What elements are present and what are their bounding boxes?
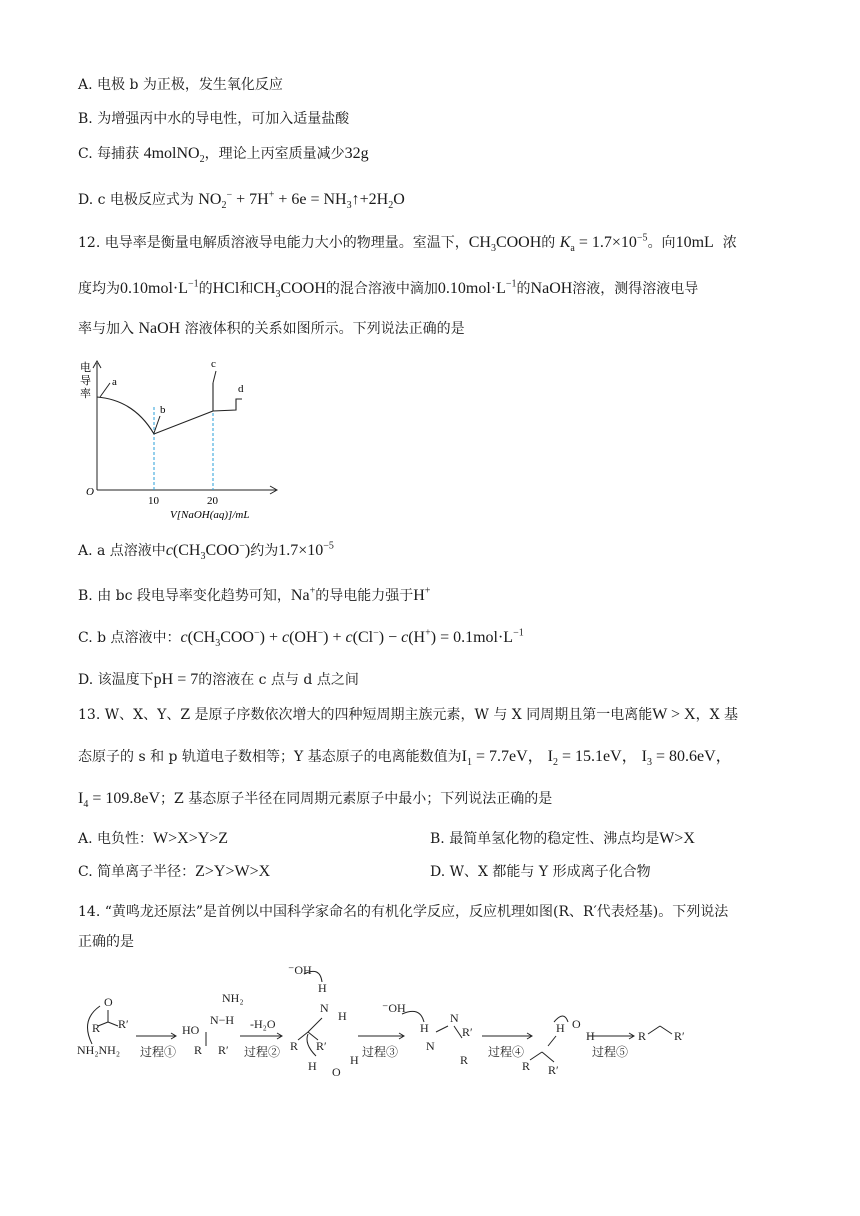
- chart-ylabel-2: 导: [80, 375, 91, 387]
- step-dehydrate: -H₂O: [250, 1017, 276, 1031]
- conductivity-curve: [97, 383, 242, 434]
- svg-text:NH₂: NH₂: [222, 991, 244, 1005]
- leader-a: [100, 383, 110, 397]
- svg-text:H: H: [420, 1021, 429, 1035]
- svg-text:N: N: [426, 1039, 435, 1053]
- svg-text:HO: HO: [182, 1023, 200, 1037]
- svg-text:R′: R′: [316, 1039, 327, 1053]
- q11-option-a: A. 电极 b 为正极，发生氧化反应: [78, 77, 283, 93]
- svg-text:R: R: [290, 1039, 299, 1053]
- svg-text:R: R: [460, 1053, 469, 1067]
- q13-option-c: C. 简单离子半径：Z>Y>W>X: [78, 863, 271, 880]
- q13-stem-line2: 态原子的 s 和 p 轨道电子数相等；Y 基态原子的电离能数值为$I_1 = 7.7eV$， $I_2 = 15.1eV$， $I_3 = 80.6eV$，: [78, 748, 732, 769]
- step-2: 过程②: [244, 1045, 281, 1059]
- q11-option-d: D. c 电极反应式为 $NO_2^- + 7H^+ + 6e$ = $NH_3↑+2H_2O$: [78, 189, 405, 212]
- svg-text:NH₂NH₂: NH₂NH₂: [77, 1043, 121, 1057]
- x-tick-10: 10: [148, 495, 159, 507]
- step-1: 过程①: [140, 1045, 177, 1059]
- step-4: 过程④: [488, 1045, 525, 1059]
- point-a: a: [112, 376, 117, 388]
- svg-text:⁻OH: ⁻OH: [382, 1001, 406, 1015]
- leader-c: [213, 371, 216, 383]
- step-3: 过程③: [362, 1045, 399, 1059]
- svg-text:H: H: [556, 1021, 565, 1035]
- q12-stem-line1: 12. 电导率是衡量电解质溶液导电能力大小的物理量。室温下，$CH_3COOH$的 $K_a = 1.7\times 10^{-5}$。向10mL 浓: [78, 232, 737, 255]
- svg-text:H: H: [318, 981, 327, 995]
- svg-text:N: N: [320, 1001, 329, 1015]
- svg-text:O: O: [332, 1065, 341, 1079]
- svg-text:O: O: [572, 1017, 581, 1031]
- step-5: 过程⑤: [592, 1045, 629, 1059]
- q14-stem-line2: 正确的是: [78, 934, 134, 950]
- svg-text:H: H: [308, 1059, 317, 1073]
- point-d: d: [238, 383, 244, 395]
- svg-text:R: R: [638, 1029, 647, 1043]
- q14-stem-line1: 14. “黄鸣龙还原法”是首例以中国科学家命名的有机化学反应，反应机理如图(R、R′代表烃基)。下列说法: [78, 904, 729, 920]
- svg-text:R: R: [194, 1043, 203, 1057]
- svg-text:N−H: N−H: [210, 1013, 235, 1027]
- svg-text:H: H: [338, 1009, 347, 1023]
- q12-stem-line2: 度均为$0.10mol\cdot L^{-1}$的HCl和$CH_3COOH$的混合溶液中滴加$0.10mol\cdot L^{-1}$的NaOH溶液，测得溶液电导: [78, 278, 699, 301]
- chart-xlabel: V[NaOH(aq)]/mL: [170, 509, 250, 520]
- leader-b: [154, 416, 160, 433]
- q13-option-d: D. W、X 都能与 Y 形成离子化合物: [430, 864, 651, 880]
- point-c: c: [211, 358, 216, 370]
- svg-text:R′: R′: [118, 1017, 129, 1031]
- q13-option-a: A. 电负性：W>X>Y>Z: [78, 830, 229, 847]
- q12-option-a: A. a 点溶液中$c(CH_3COO^-)$约为$1.7\times 10^{-5}$: [78, 540, 334, 563]
- x-tick-20: 20: [207, 495, 218, 507]
- svg-text:R′: R′: [674, 1029, 685, 1043]
- q13-option-b: B. 最简单氢化物的稳定性、沸点均是W>X: [430, 830, 695, 847]
- svg-text:R′: R′: [548, 1063, 559, 1077]
- svg-text:N: N: [450, 1011, 459, 1025]
- svg-text:H: H: [350, 1053, 359, 1067]
- svg-text:R: R: [522, 1059, 531, 1073]
- chart-origin: O: [86, 486, 94, 498]
- svg-text:⁻OH: ⁻OH: [288, 963, 312, 977]
- q12-stem-line3: 率与加入 NaOH 溶液体积的关系如图所示。下列说法正确的是: [78, 320, 465, 337]
- svg-text:O: O: [104, 995, 113, 1009]
- q13-stem-line3: $I_4 = 109.8eV$；Z 基态原子半径在同周期元素原子中最小；下列说法正确的是: [78, 790, 553, 811]
- q14-mechanism-diagram: [72, 960, 772, 1080]
- q13-stem-line1: 13. W、X、Y、Z 是原子序数依次增大的四种短周期主族元素，W 与 X 同周期且第一电离能W > X，X 基: [78, 706, 739, 723]
- q12-option-c: C. b 点溶液中：$c(CH_3COO^-) + c(OH^-) + c(Cl^-) - c(H^+) = 0.1mol\cdot L^{-1}$: [78, 627, 524, 650]
- q11-option-b: B. 为增强丙中水的导电性，可加入适量盐酸: [78, 111, 350, 127]
- chart-ylabel-1: 电: [80, 362, 91, 374]
- q12-option-d: D. 该温度下pH = 7的溶液在 c 点与 d 点之间: [78, 671, 359, 688]
- chart-axes: [93, 361, 277, 494]
- chart-ylabel-3: 率: [80, 388, 91, 400]
- q12-conductivity-chart: [76, 355, 286, 520]
- svg-text:R′: R′: [462, 1025, 473, 1039]
- q11-option-c: C. 每捕获 4molNO$_2$，理论上丙室质量减少32g: [78, 145, 369, 166]
- svg-text:H: H: [586, 1029, 595, 1043]
- point-b: b: [160, 404, 166, 416]
- q12-option-b: B. 由 bc 段电导率变化趋势可知，Na+的导电能力强于H+: [78, 585, 431, 604]
- svg-text:R: R: [92, 1021, 101, 1035]
- svg-text:R′: R′: [218, 1043, 229, 1057]
